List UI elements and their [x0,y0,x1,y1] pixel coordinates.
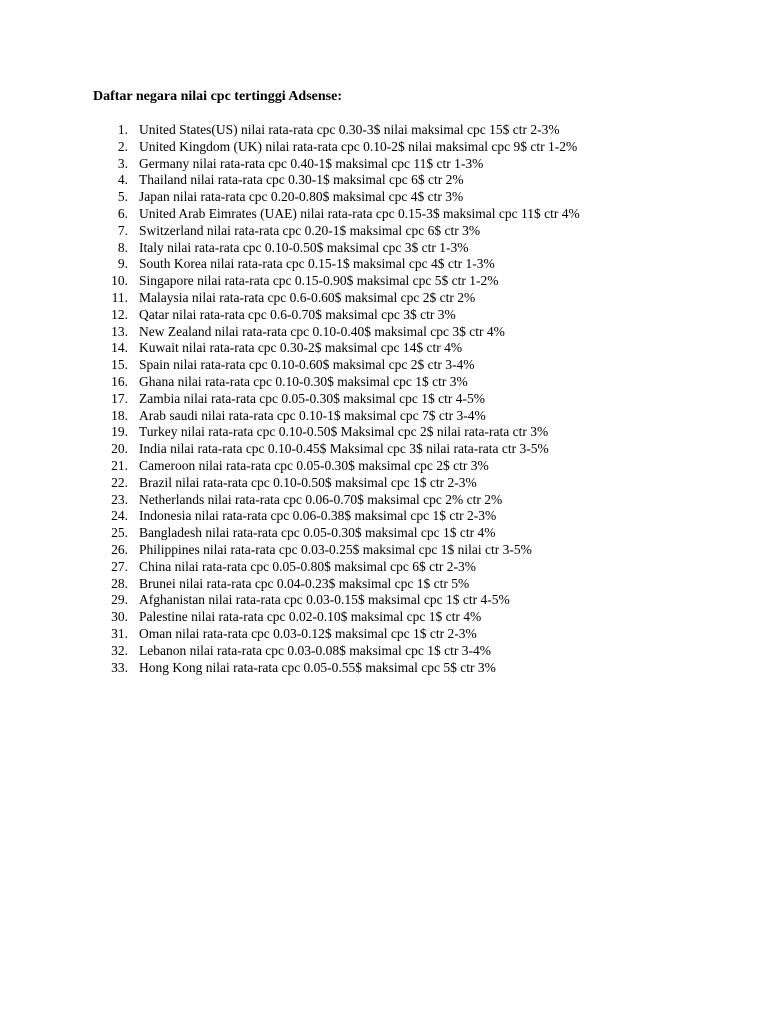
list-item-text: United Kingdom (UK) nilai rata-rata cpc 0.10-2$ nilai maksimal cpc 9$ ctr 1-2% [139,138,578,154]
document-heading: Daftar negara nilai cpc tertinggi Adsense: [93,89,342,104]
list-item-number: 7. [117,222,128,238]
list-item-number: 26. [111,541,128,557]
list-item-text: Malaysia nilai rata-rata cpc 0.6-0.60$ maksimal cpc 2$ ctr 2% [139,289,476,305]
list-item-number: 8. [117,239,128,255]
list-item-number: 5. [117,189,128,205]
list-item-number: 1. [117,122,128,137]
list-item-number: 28. [111,575,128,591]
list-item-text: Switzerland nilai rata-rata cpc 0.20-1$ maksimal cpc 6$ ctr 3% [139,222,481,238]
list-item-text: Hong Kong nilai rata-rata cpc 0.05-0.55$ maksimal cpc 5$ ctr 3% [139,659,496,675]
list-item-text: Spain nilai rata-rata cpc 0.10-0.60$ maksimal cpc 2$ ctr 3-4% [139,357,475,373]
list-item-number: 17. [111,390,128,406]
list-item-text: Bangladesh nilai rata-rata cpc 0.05-0.30$ maksimal cpc 1$ ctr 4% [139,525,496,541]
list-item-number: 23. [111,491,128,507]
list-item-number: 30. [111,609,128,625]
list-item-text: Brazil nilai rata-rata cpc 0.10-0.50$ maksimal cpc 1$ ctr 2-3% [139,474,477,490]
list-item-text: Japan nilai rata-rata cpc 0.20-0.80$ maksimal cpc 4$ ctr 3% [139,189,464,205]
list-item-text: Oman nilai rata-rata cpc 0.03-0.12$ maksimal cpc 1$ ctr 2-3% [139,625,477,641]
list-item-text: China nilai rata-rata cpc 0.05-0.80$ maksimal cpc 6$ ctr 2-3% [139,558,477,574]
list-item-number: 22. [111,474,128,490]
list-item-number: 4. [117,172,128,188]
list-item-number: 16. [111,373,128,389]
list-item-number: 18. [111,407,128,423]
list-item-text: South Korea nilai rata-rata cpc 0.15-1$ maksimal cpc 4$ ctr 1-3% [139,256,495,272]
list-item-text: Philippines nilai rata-rata cpc 0.03-0.25$ maksimal cpc 1$ nilai ctr 3-5% [139,541,532,557]
list-item-text: Arab saudi nilai rata-rata cpc 0.10-1$ maksimal cpc 7$ ctr 3-4% [139,407,486,423]
list-item-number: 15. [111,357,128,373]
list-item-number: 31. [111,625,128,641]
list-item-number: 10. [111,273,128,289]
list-item-number: 25. [111,525,128,541]
list-item-number: 9. [117,256,128,272]
list-item-text: Afghanistan nilai rata-rata cpc 0.03-0.15$ maksimal cpc 1$ ctr 4-5% [139,592,510,608]
list-item-text: Qatar nilai rata-rata cpc 0.6-0.70$ maksimal cpc 3$ ctr 3% [139,306,456,322]
list-item-text: United States(US) nilai rata-rata cpc 0.30-3$ nilai maksimal cpc 15$ ctr 2-3% [139,122,560,137]
list-item-text: Zambia nilai rata-rata cpc 0.05-0.30$ maksimal cpc 1$ ctr 4-5% [139,390,485,406]
list-item-text: Brunei nilai rata-rata cpc 0.04-0.23$ maksimal cpc 1$ ctr 5% [139,575,470,591]
list-item-text: Palestine nilai rata-rata cpc 0.02-0.10$ maksimal cpc 1$ ctr 4% [139,609,482,625]
list-item-text: Turkey nilai rata-rata cpc 0.10-0.50$ Maksimal cpc 2$ nilai rata-rata ctr 3% [139,424,549,440]
list-item-text: Cameroon nilai rata-rata cpc 0.05-0.30$ maksimal cpc 2$ ctr 3% [139,457,489,473]
list-item-text: Germany nilai rata-rata cpc 0.40-1$ maksimal cpc 11$ ctr 1-3% [139,155,484,171]
list-item-text: United Arab Eimrates (UAE) nilai rata-rata cpc 0.15-3$ maksimal cpc 11$ ctr 4% [139,205,580,221]
list-item-text: Ghana nilai rata-rata cpc 0.10-0.30$ maksimal cpc 1$ ctr 3% [139,373,468,389]
list-item-text: Singapore nilai rata-rata cpc 0.15-0.90$ maksimal cpc 5$ ctr 1-2% [139,273,499,289]
list-item-text: India nilai rata-rata cpc 0.10-0.45$ Maksimal cpc 3$ nilai rata-rata ctr 3-5% [139,441,549,457]
list-item-text: Lebanon nilai rata-rata cpc 0.03-0.08$ maksimal cpc 1$ ctr 3-4% [139,642,491,658]
list-item-number: 20. [111,441,128,457]
list-item-number: 6. [117,205,128,221]
list-item-number: 24. [111,508,128,524]
list-item-number: 21. [111,457,128,473]
list-item-number: 2. [117,138,128,154]
list-item-number: 29. [111,592,128,608]
list-item-number: 12. [111,306,128,322]
list-item-number: 33. [111,659,128,675]
list-item-text: Italy nilai rata-rata cpc 0.10-0.50$ maksimal cpc 3$ ctr 1-3% [139,239,469,255]
list-item-number: 11. [111,289,128,305]
list-item-text: Indonesia nilai rata-rata cpc 0.06-0.38$ maksimal cpc 1$ ctr 2-3% [139,508,497,524]
list-item-number: 3. [117,155,128,171]
list-item-text: Netherlands nilai rata-rata cpc 0.06-0.70$ maksimal cpc 2% ctr 2% [139,491,503,507]
list-item-text: Thailand nilai rata-rata cpc 0.30-1$ maksimal cpc 6$ ctr 2% [139,172,464,188]
list-item-number: 32. [111,642,128,658]
list-item-number: 27. [111,558,128,574]
list-item-number: 14. [111,340,128,356]
list-item-number: 13. [111,323,128,339]
list-item-text: New Zealand nilai rata-rata cpc 0.10-0.40$ maksimal cpc 3$ ctr 4% [139,323,505,339]
list-item-number: 19. [111,424,128,440]
list-item-text: Kuwait nilai rata-rata cpc 0.30-2$ maksimal cpc 14$ ctr 4% [139,340,463,356]
